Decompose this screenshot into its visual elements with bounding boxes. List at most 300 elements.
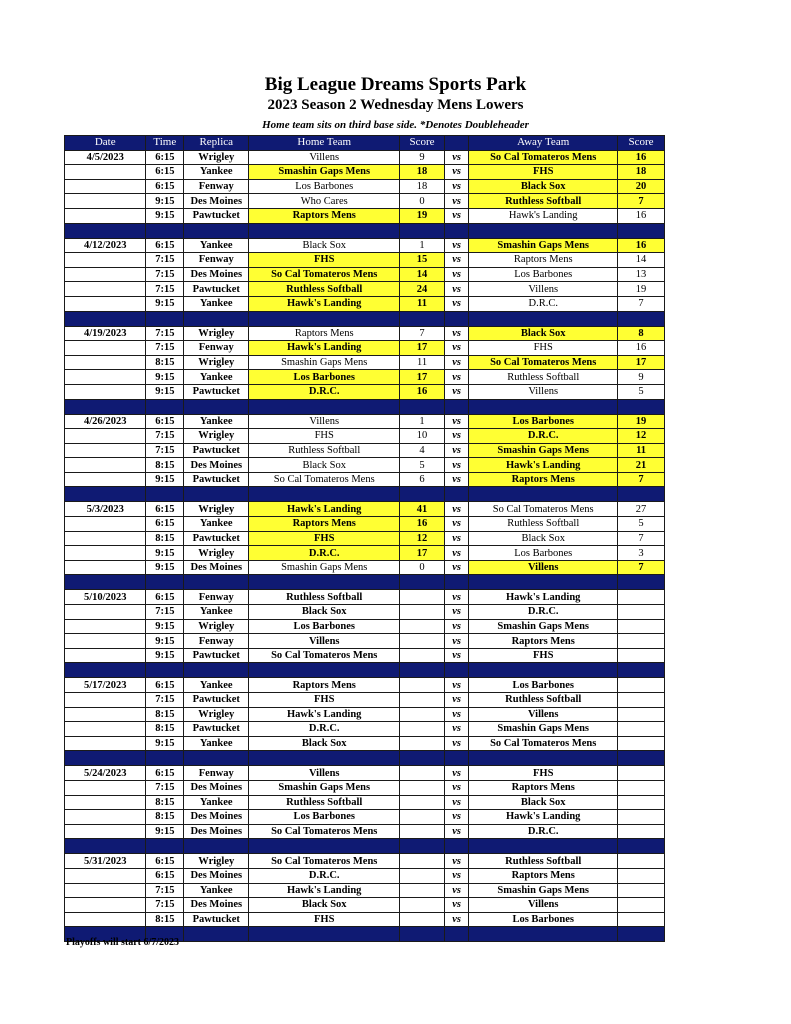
- replica-cell: Des Moines: [184, 898, 249, 913]
- away-team-cell: D.R.C.: [469, 824, 618, 839]
- replica-cell: Wrigley: [184, 619, 249, 634]
- vs-cell: vs: [444, 296, 468, 311]
- home-score-cell: [400, 766, 445, 781]
- separator-cell: [444, 927, 468, 942]
- replica-cell: Des Moines: [184, 868, 249, 883]
- date-cell: [65, 194, 146, 209]
- time-cell: 9:15: [146, 472, 184, 487]
- vs-cell: vs: [444, 766, 468, 781]
- away-team-cell: Hawk's Landing: [469, 458, 618, 473]
- date-cell: [65, 824, 146, 839]
- date-cell: [65, 722, 146, 737]
- vs-cell: vs: [444, 341, 468, 356]
- home-score-cell: [400, 590, 445, 605]
- table-row: [65, 780, 665, 795]
- replica-cell: Fenway: [184, 634, 249, 649]
- away-score-cell: [618, 766, 665, 781]
- home-team-cell: Los Barbones: [249, 179, 400, 194]
- replica-cell: Fenway: [184, 766, 249, 781]
- separator-cell: [146, 487, 184, 502]
- home-score-cell: [400, 883, 445, 898]
- home-score-cell: 5: [400, 458, 445, 473]
- page-subtitle: 2023 Season 2 Wednesday Mens Lowers: [267, 97, 524, 113]
- date-cell: [65, 282, 146, 297]
- page-title: Big League Dreams Sports Park: [264, 74, 527, 95]
- away-score-cell: [618, 693, 665, 708]
- away-score-cell: 3: [618, 546, 665, 561]
- vs-cell: vs: [444, 605, 468, 620]
- separator-cell: [65, 751, 146, 766]
- away-score-cell: [618, 648, 665, 663]
- vs-cell: vs: [444, 194, 468, 209]
- home-score-cell: 24: [400, 282, 445, 297]
- vs-cell: vs: [444, 326, 468, 341]
- home-score-cell: 41: [400, 502, 445, 517]
- date-cell: 4/26/2023: [65, 414, 146, 429]
- replica-cell: Des Moines: [184, 780, 249, 795]
- away-team-cell: Smashin Gaps Mens: [469, 619, 618, 634]
- separator-cell: [184, 575, 249, 590]
- date-cell: [65, 355, 146, 370]
- away-team-cell: Smashin Gaps Mens: [469, 722, 618, 737]
- table-row: [65, 868, 665, 883]
- separator-cell: [469, 663, 618, 678]
- home-team-cell: Ruthless Softball: [249, 443, 400, 458]
- separator-cell: [146, 223, 184, 238]
- time-cell: 6:15: [146, 868, 184, 883]
- replica-cell: Yankee: [184, 296, 249, 311]
- home-score-cell: [400, 693, 445, 708]
- separator-cell: [184, 751, 249, 766]
- separator-cell: [249, 663, 400, 678]
- vs-cell: vs: [444, 648, 468, 663]
- time-cell: 9:15: [146, 736, 184, 751]
- replica-cell: Yankee: [184, 795, 249, 810]
- table-row: [65, 267, 665, 282]
- table-row: [65, 795, 665, 810]
- home-score-cell: 17: [400, 546, 445, 561]
- home-team-cell: Black Sox: [249, 605, 400, 620]
- home-score-cell: [400, 707, 445, 722]
- away-team-cell: D.R.C.: [469, 605, 618, 620]
- away-team-cell: D.R.C.: [469, 296, 618, 311]
- away-score-cell: 19: [618, 414, 665, 429]
- away-team-cell: Villens: [469, 898, 618, 913]
- home-team-cell: Raptors Mens: [249, 517, 400, 532]
- date-cell: [65, 693, 146, 708]
- separator-cell: [469, 311, 618, 326]
- separator-cell: [146, 399, 184, 414]
- replica-cell: Wrigley: [184, 707, 249, 722]
- home-score-cell: 0: [400, 560, 445, 575]
- away-score-cell: 7: [618, 472, 665, 487]
- home-score-cell: 17: [400, 370, 445, 385]
- separator-cell: [618, 927, 665, 942]
- vs-cell: vs: [444, 619, 468, 634]
- time-cell: 9:15: [146, 546, 184, 561]
- home-score-cell: [400, 810, 445, 825]
- separator-cell: [249, 575, 400, 590]
- separator-cell: [444, 663, 468, 678]
- away-score-cell: [618, 722, 665, 737]
- separator-cell: [184, 839, 249, 854]
- table-row: [65, 194, 665, 209]
- replica-cell: Wrigley: [184, 502, 249, 517]
- table-row: [65, 517, 665, 532]
- home-team-cell: Villens: [249, 150, 400, 165]
- date-cell: [65, 472, 146, 487]
- away-team-cell: Raptors Mens: [469, 634, 618, 649]
- vs-cell: vs: [444, 253, 468, 268]
- separator-cell: [184, 663, 249, 678]
- col-header-away-score: Score: [618, 136, 665, 151]
- replica-cell: Yankee: [184, 238, 249, 253]
- replica-cell: Pawtucket: [184, 722, 249, 737]
- time-cell: 7:15: [146, 605, 184, 620]
- time-cell: 6:15: [146, 854, 184, 869]
- home-score-cell: 7: [400, 326, 445, 341]
- vs-cell: vs: [444, 150, 468, 165]
- away-score-cell: [618, 824, 665, 839]
- separator-cell: [618, 399, 665, 414]
- date-cell: [65, 868, 146, 883]
- date-cell: [65, 736, 146, 751]
- away-team-cell: So Cal Tomateros Mens: [469, 502, 618, 517]
- playoffs-note: Playoffs will start 6/7/2023: [66, 937, 180, 948]
- home-score-cell: [400, 868, 445, 883]
- date-cell: [65, 179, 146, 194]
- away-team-cell: FHS: [469, 165, 618, 180]
- home-team-cell: Los Barbones: [249, 370, 400, 385]
- home-team-cell: Ruthless Softball: [249, 282, 400, 297]
- date-cell: [65, 648, 146, 663]
- away-team-cell: Villens: [469, 384, 618, 399]
- table-row: [65, 384, 665, 399]
- table-row: [65, 341, 665, 356]
- home-score-cell: [400, 824, 445, 839]
- table-row: [65, 590, 665, 605]
- date-cell: 5/17/2023: [65, 678, 146, 693]
- table-row: [65, 296, 665, 311]
- separator-cell: [618, 311, 665, 326]
- date-cell: [65, 458, 146, 473]
- time-cell: 6:15: [146, 414, 184, 429]
- replica-cell: Pawtucket: [184, 648, 249, 663]
- separator-cell: [249, 927, 400, 942]
- home-score-cell: 14: [400, 267, 445, 282]
- away-team-cell: So Cal Tomateros Mens: [469, 736, 618, 751]
- replica-cell: Pawtucket: [184, 384, 249, 399]
- home-score-cell: [400, 605, 445, 620]
- home-team-cell: D.R.C.: [249, 722, 400, 737]
- replica-cell: Wrigley: [184, 854, 249, 869]
- away-team-cell: Los Barbones: [469, 267, 618, 282]
- table-header-row: [65, 136, 665, 151]
- table-row: [65, 854, 665, 869]
- away-team-cell: Los Barbones: [469, 912, 618, 927]
- home-team-cell: Hawk's Landing: [249, 296, 400, 311]
- separator-cell: [249, 223, 400, 238]
- home-team-cell: Los Barbones: [249, 810, 400, 825]
- schedule-note: Home team sits on third base side. *Denotes Doubleheader: [262, 119, 529, 131]
- col-header-away-team: Away Team: [469, 136, 618, 151]
- away-team-cell: Black Sox: [469, 531, 618, 546]
- away-score-cell: 9: [618, 370, 665, 385]
- date-cell: 4/12/2023: [65, 238, 146, 253]
- time-cell: 8:15: [146, 912, 184, 927]
- table-row: [65, 282, 665, 297]
- away-team-cell: Smashin Gaps Mens: [469, 238, 618, 253]
- separator-cell: [469, 927, 618, 942]
- time-cell: 7:15: [146, 898, 184, 913]
- home-team-cell: Villens: [249, 766, 400, 781]
- away-team-cell: Ruthless Softball: [469, 517, 618, 532]
- replica-cell: Wrigley: [184, 429, 249, 444]
- home-score-cell: [400, 619, 445, 634]
- col-header-date: Date: [65, 136, 146, 151]
- table-row: [65, 810, 665, 825]
- away-team-cell: Ruthless Softball: [469, 194, 618, 209]
- date-cell: [65, 296, 146, 311]
- vs-cell: vs: [444, 736, 468, 751]
- away-score-cell: 19: [618, 282, 665, 297]
- week-separator-row: [65, 487, 665, 502]
- date-cell: [65, 531, 146, 546]
- date-cell: [65, 208, 146, 223]
- home-score-cell: 15: [400, 253, 445, 268]
- away-score-cell: 13: [618, 267, 665, 282]
- away-team-cell: Raptors Mens: [469, 780, 618, 795]
- separator-cell: [469, 223, 618, 238]
- away-team-cell: Hawk's Landing: [469, 208, 618, 223]
- replica-cell: Des Moines: [184, 824, 249, 839]
- replica-cell: Wrigley: [184, 546, 249, 561]
- table-row: [65, 414, 665, 429]
- home-team-cell: Smashin Gaps Mens: [249, 355, 400, 370]
- home-team-cell: Raptors Mens: [249, 326, 400, 341]
- home-team-cell: Hawk's Landing: [249, 707, 400, 722]
- home-team-cell: Raptors Mens: [249, 208, 400, 223]
- time-cell: 7:15: [146, 429, 184, 444]
- vs-cell: vs: [444, 883, 468, 898]
- date-cell: [65, 605, 146, 620]
- home-score-cell: 16: [400, 517, 445, 532]
- week-separator-row: [65, 399, 665, 414]
- home-team-cell: Hawk's Landing: [249, 502, 400, 517]
- home-score-cell: 11: [400, 296, 445, 311]
- separator-cell: [444, 399, 468, 414]
- time-cell: 9:15: [146, 296, 184, 311]
- away-score-cell: [618, 854, 665, 869]
- separator-cell: [146, 839, 184, 854]
- separator-cell: [400, 575, 445, 590]
- separator-cell: [400, 311, 445, 326]
- away-score-cell: 18: [618, 165, 665, 180]
- away-score-cell: 16: [618, 150, 665, 165]
- away-score-cell: 27: [618, 502, 665, 517]
- replica-cell: Wrigley: [184, 355, 249, 370]
- table-row: [65, 898, 665, 913]
- separator-cell: [65, 311, 146, 326]
- week-separator-row: [65, 751, 665, 766]
- table-row: [65, 208, 665, 223]
- table-row: [65, 165, 665, 180]
- away-team-cell: So Cal Tomateros Mens: [469, 150, 618, 165]
- date-cell: [65, 517, 146, 532]
- home-team-cell: Black Sox: [249, 238, 400, 253]
- home-team-cell: Smashin Gaps Mens: [249, 165, 400, 180]
- away-team-cell: Villens: [469, 560, 618, 575]
- date-cell: [65, 619, 146, 634]
- separator-cell: [400, 399, 445, 414]
- away-score-cell: [618, 634, 665, 649]
- away-score-cell: 8: [618, 326, 665, 341]
- separator-cell: [444, 487, 468, 502]
- separator-cell: [618, 751, 665, 766]
- time-cell: 6:15: [146, 517, 184, 532]
- replica-cell: Des Moines: [184, 194, 249, 209]
- col-header-home-team: Home Team: [249, 136, 400, 151]
- vs-cell: vs: [444, 810, 468, 825]
- away-score-cell: 16: [618, 208, 665, 223]
- time-cell: 6:15: [146, 678, 184, 693]
- home-score-cell: 11: [400, 355, 445, 370]
- date-cell: [65, 898, 146, 913]
- replica-cell: Yankee: [184, 736, 249, 751]
- time-cell: 6:15: [146, 766, 184, 781]
- home-team-cell: Black Sox: [249, 898, 400, 913]
- vs-cell: vs: [444, 780, 468, 795]
- date-cell: [65, 912, 146, 927]
- col-header-home-score: Score: [400, 136, 445, 151]
- time-cell: 7:15: [146, 282, 184, 297]
- date-cell: [65, 810, 146, 825]
- replica-cell: Des Moines: [184, 560, 249, 575]
- time-cell: 9:15: [146, 384, 184, 399]
- separator-cell: [65, 223, 146, 238]
- time-cell: 6:15: [146, 179, 184, 194]
- home-score-cell: 17: [400, 341, 445, 356]
- away-score-cell: [618, 590, 665, 605]
- home-score-cell: 16: [400, 384, 445, 399]
- home-team-cell: Ruthless Softball: [249, 590, 400, 605]
- week-separator-row: [65, 663, 665, 678]
- separator-cell: [400, 839, 445, 854]
- away-team-cell: Los Barbones: [469, 414, 618, 429]
- home-team-cell: Ruthless Softball: [249, 795, 400, 810]
- time-cell: 7:15: [146, 443, 184, 458]
- date-cell: [65, 267, 146, 282]
- home-team-cell: So Cal Tomateros Mens: [249, 267, 400, 282]
- separator-cell: [249, 839, 400, 854]
- table-row: [65, 707, 665, 722]
- separator-cell: [146, 311, 184, 326]
- separator-cell: [469, 839, 618, 854]
- away-team-cell: Raptors Mens: [469, 472, 618, 487]
- separator-cell: [65, 487, 146, 502]
- vs-cell: vs: [444, 458, 468, 473]
- home-score-cell: 1: [400, 238, 445, 253]
- separator-cell: [146, 575, 184, 590]
- separator-cell: [469, 399, 618, 414]
- home-team-cell: Black Sox: [249, 736, 400, 751]
- schedule-table: [64, 135, 665, 942]
- replica-cell: Yankee: [184, 883, 249, 898]
- home-team-cell: Villens: [249, 634, 400, 649]
- away-score-cell: 16: [618, 238, 665, 253]
- away-team-cell: Black Sox: [469, 326, 618, 341]
- replica-cell: Pawtucket: [184, 208, 249, 223]
- time-cell: 7:15: [146, 780, 184, 795]
- home-team-cell: So Cal Tomateros Mens: [249, 648, 400, 663]
- away-score-cell: [618, 912, 665, 927]
- away-score-cell: 17: [618, 355, 665, 370]
- away-score-cell: 14: [618, 253, 665, 268]
- vs-cell: vs: [444, 472, 468, 487]
- date-cell: 4/19/2023: [65, 326, 146, 341]
- replica-cell: Pawtucket: [184, 472, 249, 487]
- separator-cell: [444, 751, 468, 766]
- col-header-time: Time: [146, 136, 184, 151]
- table-row: [65, 619, 665, 634]
- table-row: [65, 766, 665, 781]
- separator-cell: [444, 223, 468, 238]
- home-score-cell: 0: [400, 194, 445, 209]
- home-team-cell: Smashin Gaps Mens: [249, 780, 400, 795]
- away-team-cell: Raptors Mens: [469, 868, 618, 883]
- time-cell: 9:15: [146, 194, 184, 209]
- vs-cell: vs: [444, 693, 468, 708]
- table-row: [65, 560, 665, 575]
- date-cell: [65, 795, 146, 810]
- away-score-cell: 21: [618, 458, 665, 473]
- separator-cell: [249, 399, 400, 414]
- replica-cell: Pawtucket: [184, 531, 249, 546]
- away-score-cell: 5: [618, 517, 665, 532]
- table-row: [65, 546, 665, 561]
- away-score-cell: 16: [618, 341, 665, 356]
- away-team-cell: Los Barbones: [469, 546, 618, 561]
- separator-cell: [65, 839, 146, 854]
- time-cell: 8:15: [146, 531, 184, 546]
- replica-cell: Fenway: [184, 179, 249, 194]
- vs-cell: vs: [444, 429, 468, 444]
- away-score-cell: 5: [618, 384, 665, 399]
- time-cell: 8:15: [146, 795, 184, 810]
- time-cell: 9:15: [146, 619, 184, 634]
- date-cell: [65, 707, 146, 722]
- home-score-cell: 6: [400, 472, 445, 487]
- replica-cell: Yankee: [184, 605, 249, 620]
- table-row: [65, 531, 665, 546]
- vs-cell: vs: [444, 546, 468, 561]
- home-team-cell: Villens: [249, 414, 400, 429]
- replica-cell: Yankee: [184, 678, 249, 693]
- separator-cell: [65, 399, 146, 414]
- time-cell: 7:15: [146, 326, 184, 341]
- away-team-cell: Los Barbones: [469, 678, 618, 693]
- separator-cell: [469, 751, 618, 766]
- home-team-cell: So Cal Tomateros Mens: [249, 824, 400, 839]
- table-row: [65, 678, 665, 693]
- separator-cell: [184, 487, 249, 502]
- away-score-cell: 20: [618, 179, 665, 194]
- time-cell: 7:15: [146, 253, 184, 268]
- table-row: [65, 605, 665, 620]
- table-row: [65, 150, 665, 165]
- vs-cell: vs: [444, 560, 468, 575]
- week-separator-row: [65, 311, 665, 326]
